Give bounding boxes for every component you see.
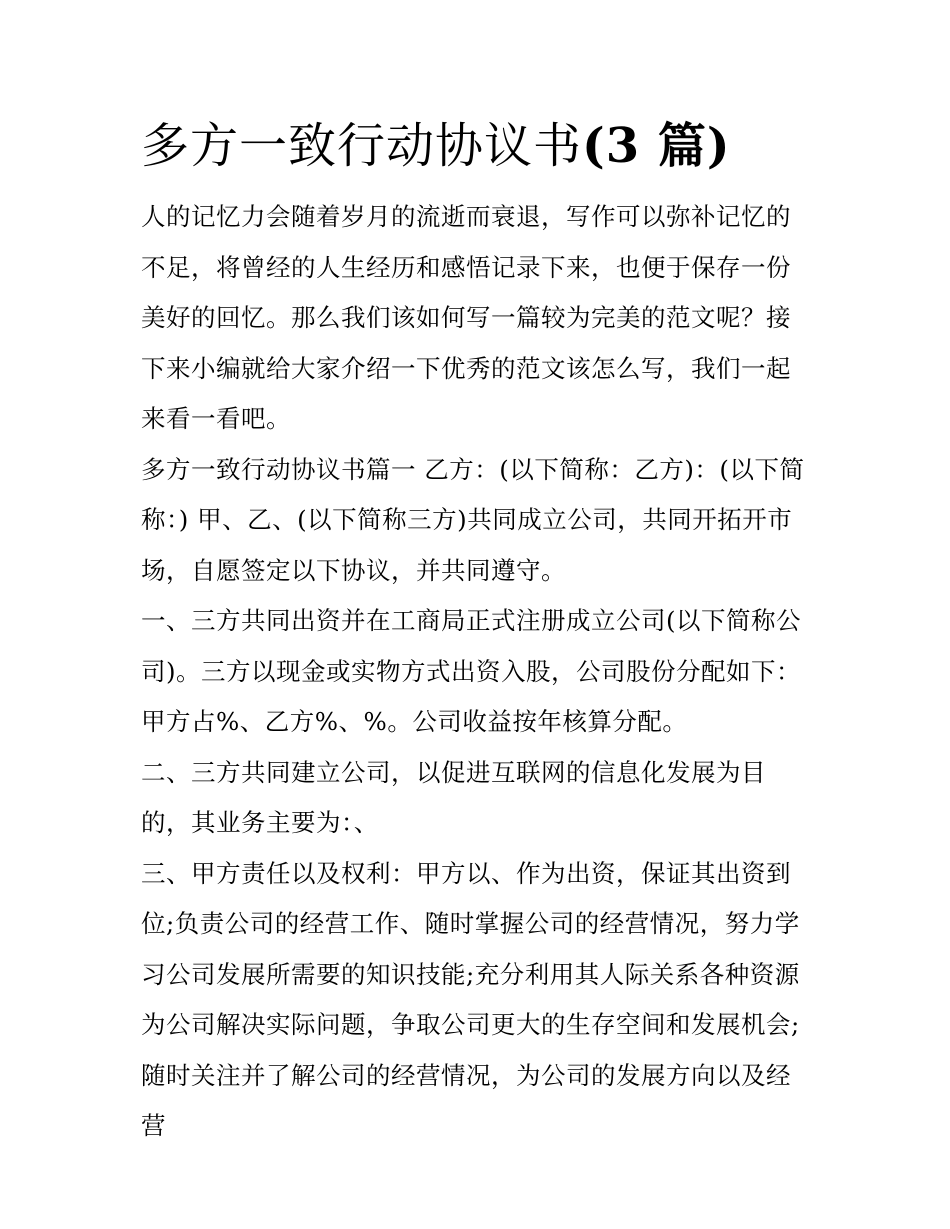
- document-title: [141, 114, 813, 178]
- title-main: 多方一致行动协议书: [141, 118, 583, 174]
- paragraph-intro: 人的记忆力会随着岁月的流逝而衰退，写作可以弥补记忆的不足，将曾经的人生经历和感悟记录下来，也便于保存一份美好的回忆。那么我们该如何写一篇较为完美的范文呢？接下来小编就给大家介绍一下优秀的范文该怎么写，我们一起来看一看吧。: [141, 202, 791, 433]
- paragraph-clause-3: 三、甲方责任以及权利：甲方以、作为出资，保证其出资到位;负责公司的经营工作、随时掌握公司的经营情况，努力学习公司发展所需要的知识技能;充分利用其人际关系各种资源为公司解决实际问题，争取公司更大的生存空间和发展机会;随时关注并了解公司的经营情况，为公司的发展方向以及经营: [141, 858, 800, 1140]
- paragraph-parties: 多方一致行动协议书篇一 乙方：(以下简称：乙方)：(以下简称：) 甲、乙、(以下简称三方)共同成立公司，共同开拓开市场，自愿签定以下协议，并共同遵守。: [141, 454, 805, 585]
- title-suffix: (3 篇): [582, 118, 731, 174]
- document-body: [141, 192, 813, 1152]
- paragraph-clause-1: 一、三方共同出资并在工商局正式注册成立公司(以下简称公司)。三方以现金或实物方式出资入股，公司股份分配如下：甲方占%、乙方%、%。公司收益按年核算分配。: [141, 606, 802, 736]
- document-content: [141, 114, 813, 1152]
- paragraph-clause-2: 二、三方共同建立公司，以促进互联网的信息化发展为目的，其业务主要为：、: [141, 757, 766, 837]
